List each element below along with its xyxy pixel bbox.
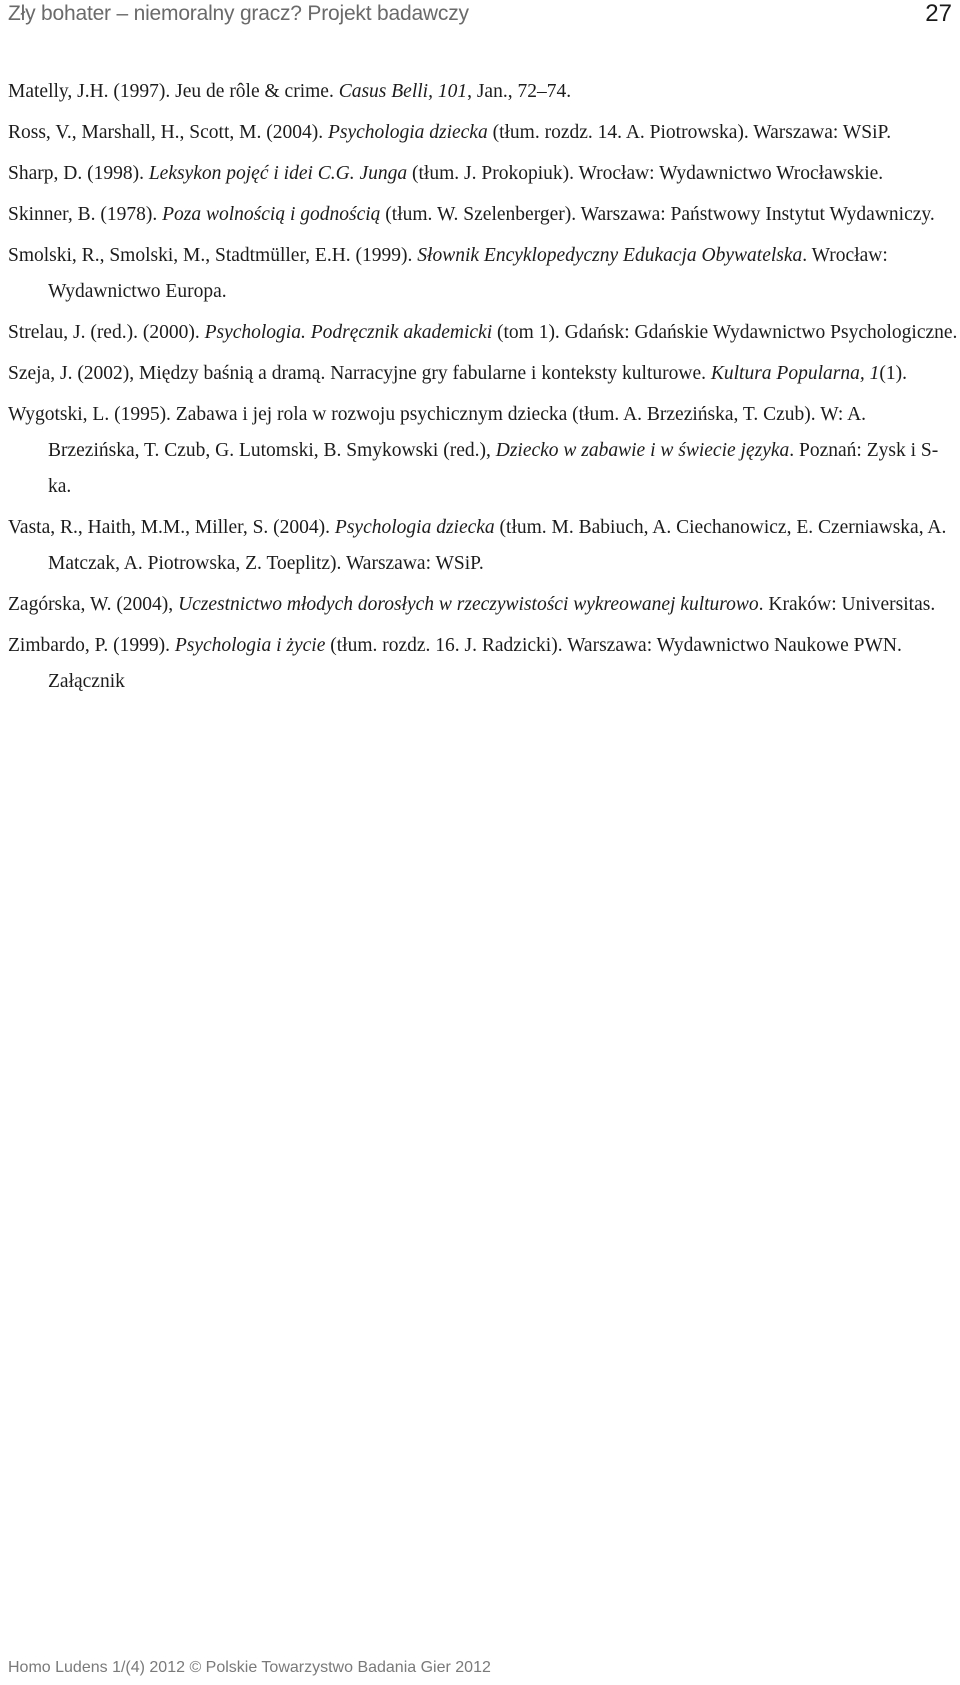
ref-text: Zimbardo, P. (1999). <box>8 635 175 656</box>
ref-text: (tłum. M. Babiuch, A. Ciechanowicz, E. Czerniawska, A. Matczak, A. Piotrowska, Z. Toeplitz). Warszawa: WSiP. <box>48 517 947 574</box>
ref-text: Ross, V., Marshall, H., Scott, M. (2004). <box>8 122 328 143</box>
ref-italic-title: Słownik Encyklopedyczny Edukacja Obywatelska <box>417 245 803 266</box>
reference-entry <box>8 356 960 392</box>
reference-entry <box>8 238 960 310</box>
ref-text: Skinner, B. (1978). <box>8 204 163 225</box>
ref-italic-title: Psychologia i życie <box>174 635 326 656</box>
ref-text: Szeja, J. (2002), Między baśnią a dramą. Narracyjne gry fabularne i konteksty kulturowe. <box>8 363 711 384</box>
ref-text: (tłum. rozdz. 16. J. Radzicki). Warszawa: Wydawnictwo Naukowe PWN. Załącznik <box>48 635 902 692</box>
ref-italic-title: Psychologia. Podręcznik akademicki <box>204 322 493 343</box>
ref-text: Matelly, J.H. (1997). Jeu de rôle & crime. <box>8 81 339 102</box>
reference-entry <box>8 587 960 623</box>
ref-text: . Poznań: Zysk i S-ka. <box>48 440 939 497</box>
reference-entry <box>8 315 960 351</box>
ref-italic-title: Leksykon pojęć i idei C.G. Junga <box>148 163 408 184</box>
ref-italic-title: Casus Belli, 101 <box>338 81 468 102</box>
reference-list <box>8 74 960 705</box>
ref-text: Smolski, R., Smolski, M., Stadtmüller, E.H. (1999). <box>8 245 418 266</box>
ref-italic-title: Dziecko w zabawie i w świecie języka <box>495 440 790 461</box>
ref-italic-title: Psychologia dziecka <box>327 122 488 143</box>
page-number: 27 <box>925 0 952 27</box>
reference-entry <box>8 197 960 233</box>
ref-text: . Kraków: Universitas. <box>758 594 936 615</box>
reference-entry <box>8 156 960 192</box>
ref-italic-title: Uczestnictwo młodych dorosłych w rzeczywistości wykreowanej kulturowo <box>178 594 759 615</box>
reference-entry <box>8 628 960 700</box>
ref-text: Zagórska, W. (2004), <box>8 594 179 615</box>
ref-text: Sharp, D. (1998). <box>8 163 149 184</box>
ref-text: (1). <box>879 363 907 384</box>
reference-entry <box>8 510 960 582</box>
running-title: Zły bohater – niemoralny gracz? Projekt badawczy <box>8 2 469 25</box>
ref-italic-title: Kultura Popularna, 1 <box>710 363 880 384</box>
ref-text: . Wrocław: Wydawnictwo Europa. <box>48 245 888 302</box>
ref-text: Vasta, R., Haith, M.M., Miller, S. (2004). <box>8 517 335 538</box>
reference-entry <box>8 397 960 505</box>
ref-text: , Jan., 72–74. <box>467 81 572 102</box>
ref-text: (tom 1). Gdańsk: Gdańskie Wydawnictwo Psychologiczne. <box>492 322 958 343</box>
ref-italic-title: Poza wolnością i godnością <box>162 204 381 225</box>
ref-text: (tłum. W. Szelenberger). Warszawa: Państwowy Instytut Wydawniczy. <box>380 204 935 225</box>
ref-text: (tłum. J. Prokopiuk). Wrocław: Wydawnictwo Wrocławskie. <box>407 163 884 184</box>
ref-text: Strelau, J. (red.). (2000). <box>8 322 205 343</box>
ref-text: Wygotski, L. (1995). Zabawa i jej rola w rozwoju psychicznym dziecka (tłum. A. Brzezińska, T. Czub). W: A. Brzezińska, T. Czub, G. Lutomski, B. Smykowski (red.), <box>8 404 867 461</box>
reference-entry <box>8 74 960 110</box>
journal-footer: Homo Ludens 1/(4) 2012 © Polskie Towarzystwo Badania Gier 2012 <box>8 1659 491 1676</box>
reference-entry <box>8 115 960 151</box>
ref-italic-title: Psychologia dziecka <box>334 517 495 538</box>
ref-text: (tłum. rozdz. 14. A. Piotrowska). Warszawa: WSiP. <box>487 122 892 143</box>
